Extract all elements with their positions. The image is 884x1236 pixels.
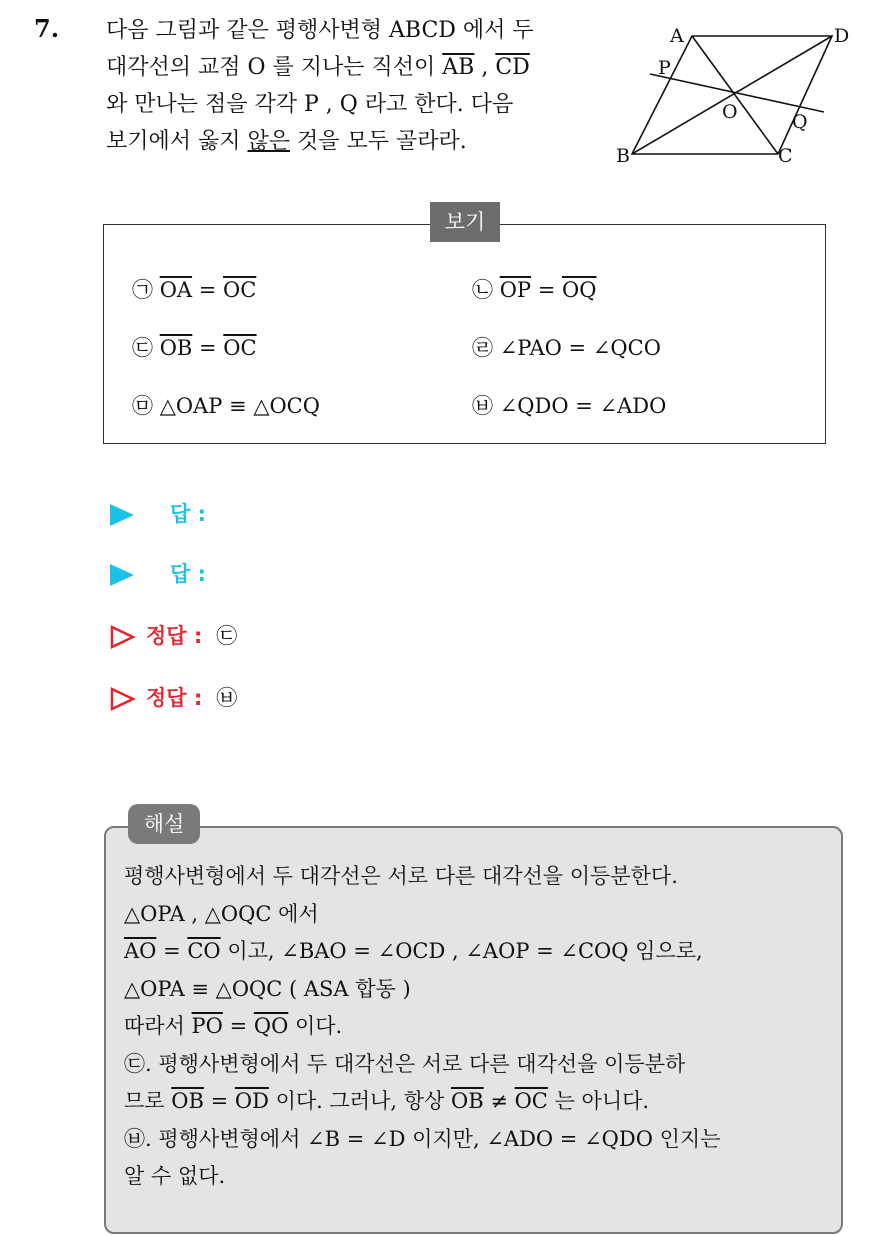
play-outline-icon: [110, 687, 136, 711]
segment-ab: $\overline{AB}$: [442, 55, 475, 80]
option-5: ㉤ △OAP ≡ △OCQ: [132, 394, 320, 418]
explanation-line-6: ㉢. 평행사변형에서 두 대각선은 서로 다른 대각선을 이등분하: [124, 1051, 686, 1076]
option-4: ㉣ ∠PAO = ∠QCO: [472, 336, 661, 360]
play-icon: [110, 564, 134, 586]
question-text: [106, 12, 606, 160]
explanation-line-7: 므로 $\overline{OB} = \overline{OD}$ 이다. 그러나, 항상 $\overline{OB} \ne \overline{OC}$ 는 아니다.: [124, 1089, 650, 1113]
label-d: D: [834, 25, 850, 47]
play-icon: [110, 504, 134, 526]
label-q: Q: [792, 111, 808, 133]
question-line-1: 다음 그림과 같은 평행사변형 ABCD 에서 두: [106, 18, 534, 43]
explanation-line-4: △OPA ≡ △OQC ( ASA 합동 ): [124, 976, 411, 1001]
explanation-line-8: ㉥. 평행사변형에서 ∠B = ∠D 이지만, ∠ADO = ∠QDO 인지는: [124, 1126, 721, 1151]
answer-blank-2: 답 :: [110, 558, 206, 588]
question-line-2: 대각선의 교점 O 를 지나는 직선이 $\overline{AB}$ , $\overline{CD}$: [106, 55, 530, 80]
label-b: B: [616, 145, 630, 167]
label-o: O: [722, 101, 738, 123]
question-line-4: 보기에서 옳지 않은 것을 모두 골라라.: [106, 129, 467, 154]
option-2: ㉡ $\overline{OP} = \overline{OQ}$: [472, 278, 597, 302]
explanation-line-2: △OPA , △OQC 에서: [124, 901, 319, 926]
explanation-line-5: 따라서 $\overline{PO} = \overline{QO}$ 이다.: [124, 1014, 343, 1038]
diagonal-ac: [692, 36, 778, 154]
option-1: ㉠ $\overline{OA} = \overline{OC}$: [132, 278, 257, 302]
underlined-word: 않은: [247, 129, 291, 154]
parallelogram-figure: [610, 14, 860, 174]
bogi-title: 보기: [430, 202, 500, 242]
label-p: P: [658, 57, 671, 79]
question-line-3: 와 만나는 점을 각각 P , Q 라고 한다. 다음: [106, 92, 514, 117]
option-6: ㉥ ∠QDO = ∠ADO: [472, 394, 667, 418]
explanation-text: [124, 858, 829, 1196]
label-a: A: [670, 25, 684, 47]
segment-cd: $\overline{CD}$: [495, 55, 530, 80]
correct-answer-1: 정답 : ㉢: [110, 620, 237, 650]
option-3: ㉢ $\overline{OB} = \overline{OC}$: [132, 336, 257, 360]
explanation-line-1: 평행사변형에서 두 대각선은 서로 다른 대각선을 이등분한다.: [124, 864, 678, 888]
explanation-line-9: 알 수 없다.: [124, 1164, 226, 1188]
answer-blank-1: 답 :: [110, 498, 206, 528]
play-outline-icon: [110, 625, 136, 649]
label-c: C: [778, 145, 793, 167]
question-number: 7.: [34, 14, 60, 43]
correct-answer-2: 정답 : ㉥: [110, 682, 237, 712]
explanation-title: 해설: [128, 804, 200, 844]
explanation-line-3: $\overline{AO} = \overline{CO}$ 이고, ∠BAO = ∠OCD , ∠AOP = ∠COQ 임으로,: [124, 939, 703, 963]
